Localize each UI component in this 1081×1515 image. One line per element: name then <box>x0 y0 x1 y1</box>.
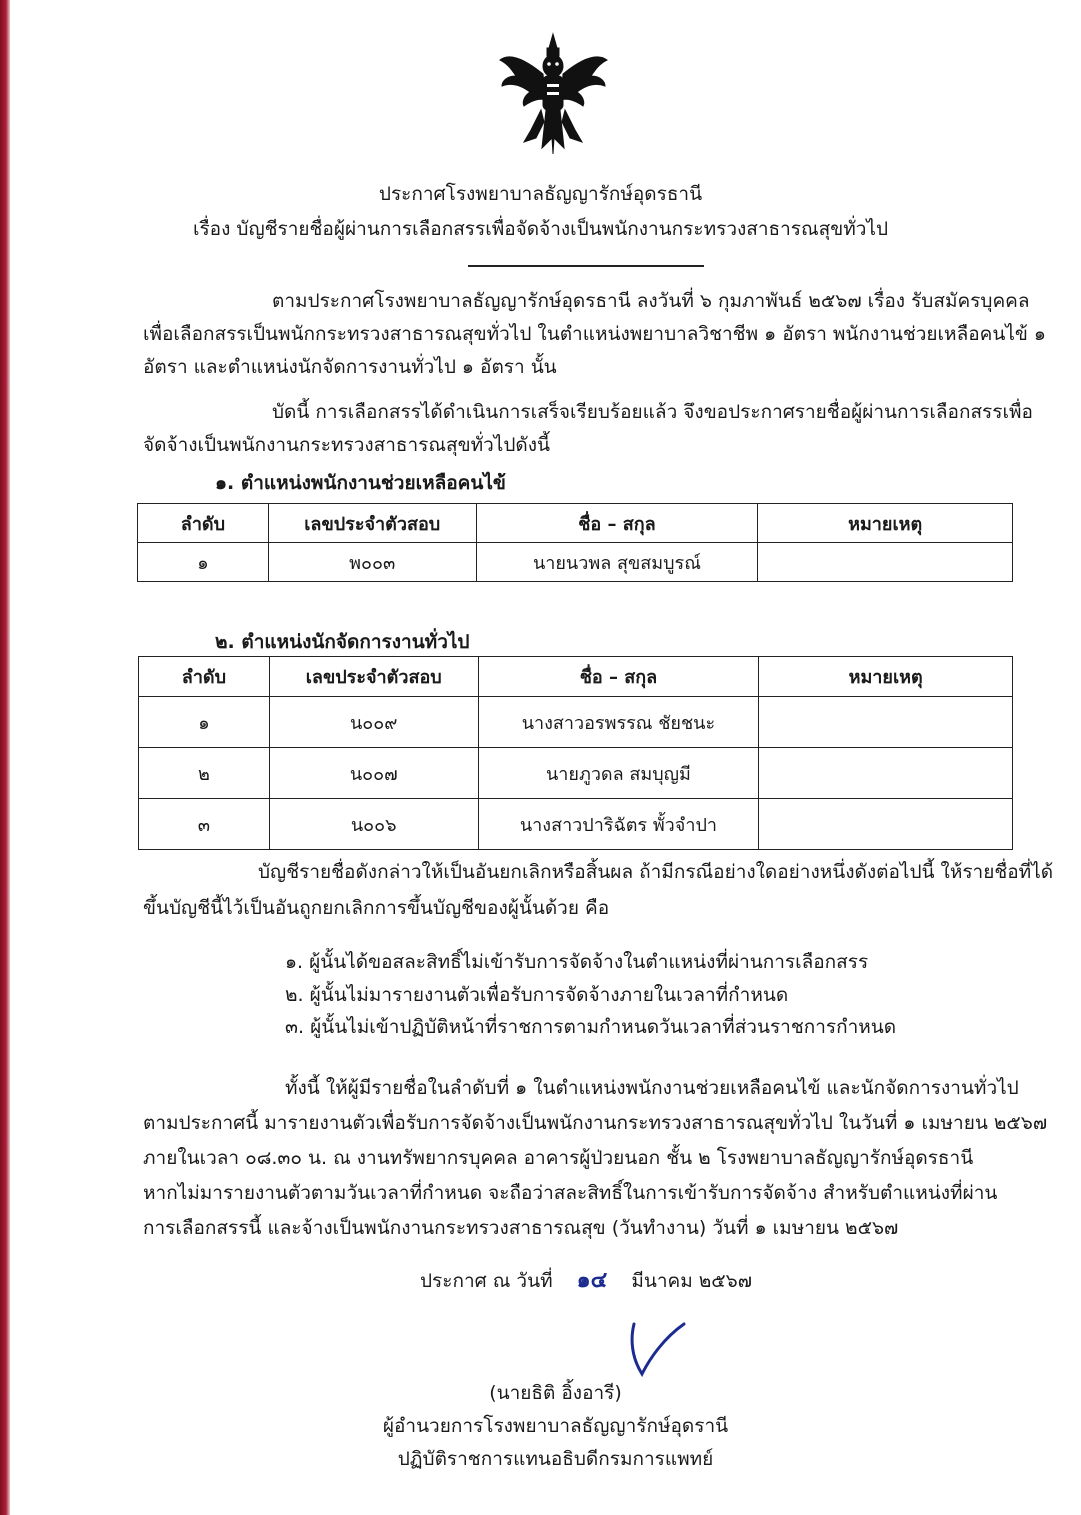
announce-line-2: จัดจ้างเป็นพนักงานกระทรวงสาธารณสุขทั่วไปดังนี้ <box>143 434 550 456</box>
remark-cell <box>759 748 1013 799</box>
report-line-5: การเลือกสรรนี้ และจ้างเป็นพนักงานกระทรวงสาธารณสุข (วันทำงาน) วันที่ ๑ เมษายน ๒๕๖๗ <box>143 1217 899 1239</box>
signer-name: (นายธิติ อิ้งอารี) <box>489 1382 622 1404</box>
signer-title: ผู้อำนวยการโรงพยาบาลธัญญารักษ์อุดรานี <box>382 1415 729 1437</box>
name-cell: นางสาวอรพรรณ ชัยชนะ <box>478 697 759 748</box>
column-header-exam-id: เลขประจำตัวสอบ <box>268 504 476 543</box>
column-header-name: ชื่อ – สกุล <box>478 657 759 697</box>
announce-line-1: บัดนี้ การเลือกสรรได้ดำเนินการเสร็จเรียบร้อยแล้ว จึงขอประกาศรายชื่อผู้ผ่านการเลือกสรรเพื่อ <box>272 401 1033 423</box>
garuda-emblem-icon <box>496 30 611 160</box>
table-row <box>139 748 1013 799</box>
order-cell: ๒ <box>139 748 270 799</box>
name-cell: นายภูวดล สมบุญมี <box>478 748 759 799</box>
order-cell: ๓ <box>139 799 270 850</box>
column-header-remark: หมายเหตุ <box>758 504 1013 543</box>
section-2-heading: ๒. ตำแหน่งนักจัดการงานทั่วไป <box>215 631 470 653</box>
signature-mark-icon <box>620 1318 690 1380</box>
report-line-3: ภายในเวลา ๐๘.๓๐ น. ณ งานทรัพยากรบุคคล อาคารผู้ป่วยนอก ชั้น ๒ โรงพยาบาลธัญญารักษ์อุดรธานี <box>143 1147 974 1169</box>
table-header-row <box>138 504 1013 543</box>
dateline-day-handwritten: ๑๔ <box>576 1268 608 1293</box>
cancel-line-2: ขึ้นบัญชีนี้ไว้เป็นอันถูกยกเลิกการขึ้นบัญชีของผู้นั้นด้วย คือ <box>143 897 610 919</box>
signer-acting: ปฏิบัติราชการแทนอธิบดีกรมการแพทย์ <box>397 1448 714 1470</box>
table-header-row <box>139 657 1013 697</box>
dateline <box>420 1269 752 1293</box>
report-line-4: หากไม่มารายงานตัวตามวันเวลาที่กำหนด จะถือว่าสละสิทธิ์ในการเข้ารับการจัดจ้าง สำหรับตำแหน่งที่ผ่าน <box>143 1182 998 1204</box>
cancel-line-1: บัญชีรายชื่อดังกล่าวให้เป็นอันยกเลิกหรือสิ้นผล ถ้ามีกรณีอย่างใดอย่างหนึ่งดังต่อไปนี้ ให้รายชื่อที่ได้ <box>258 861 1054 883</box>
exam-id-cell: น๐๐๙ <box>269 697 478 748</box>
announcement-subject: เรื่อง บัญชีรายชื่อผู้ผ่านการเลือกสรรเพื่อจัดจ้างเป็นพนักงานกระทรวงสาธารณสุขทั่วไป <box>192 218 889 240</box>
exam-id-cell: น๐๐๗ <box>269 748 478 799</box>
report-line-2: ตามประกาศนี้ มารายงานตัวเพื่อรับการจัดจ้างเป็นพนักงานกระทรวงสาธารณสุขทั่วไป ในวันที่ ๑ เมษายน ๒๕๖๗ <box>143 1112 1048 1134</box>
table-row <box>139 799 1013 850</box>
report-line-1: ทั้งนี้ ให้ผู้มีรายชื่อในลำดับที่ ๑ ในตำแหน่งพนักงานช่วยเหลือคนไข้ และนักจัดการงานทั่วไป <box>285 1077 1019 1099</box>
section-1-heading: ๑. ตำแหน่งพนักงานช่วยเหลือคนไข้ <box>215 472 506 494</box>
section-1-table <box>137 503 1013 582</box>
column-header-name: ชื่อ – สกุล <box>476 504 758 543</box>
cancel-condition-2: ๒. ผู้นั้นไม่มารายงานตัวเพื่อรับการจัดจ้างภายในเวลาที่กำหนด <box>285 984 789 1006</box>
dateline-prefix: ประกาศ ณ วันที่ <box>420 1270 553 1292</box>
order-cell: ๑ <box>138 543 269 582</box>
column-header-order: ลำดับ <box>139 657 270 697</box>
table-row <box>139 697 1013 748</box>
table-row <box>138 543 1013 582</box>
remark-cell <box>758 543 1013 582</box>
name-cell: นายนวพล สุขสมบูรณ์ <box>476 543 758 582</box>
intro-line-1: ตามประกาศโรงพยาบาลธัญญารักษ์อุดรธานี ลงวันที่ ๖ กุมภาพันธ์ ๒๕๖๗ เรื่อง รับสมัครบุคคล <box>272 290 1030 312</box>
exam-id-cell: พ๐๐๓ <box>268 543 476 582</box>
column-header-remark: หมายเหตุ <box>759 657 1013 697</box>
title-divider <box>468 265 704 267</box>
remark-cell <box>759 799 1013 850</box>
dateline-month-year: มีนาคม ๒๕๖๗ <box>631 1270 753 1292</box>
cancel-condition-3: ๓. ผู้นั้นไม่เข้าปฏิบัติหน้าที่ราชการตามกำหนดวันเวลาที่ส่วนราชการกำหนด <box>285 1016 897 1038</box>
exam-id-cell: น๐๐๖ <box>269 799 478 850</box>
section-2-table <box>138 656 1013 850</box>
intro-line-3: อัตรา และตำแหน่งนักจัดการงานทั่วไป ๑ อัตรา นั้น <box>143 356 557 378</box>
announcement-title: ประกาศโรงพยาบาลธัญญารักษ์อุดรธานี <box>378 183 703 205</box>
name-cell: นางสาวปาริฉัตร พั้วจำปา <box>478 799 759 850</box>
remark-cell <box>759 697 1013 748</box>
column-header-exam-id: เลขประจำตัวสอบ <box>269 657 478 697</box>
column-header-order: ลำดับ <box>138 504 269 543</box>
cancel-condition-1: ๑. ผู้นั้นได้ขอสละสิทธิ์ไม่เข้ารับการจัดจ้างในตำแหน่งที่ผ่านการเลือกสรร <box>285 951 869 973</box>
order-cell: ๑ <box>139 697 270 748</box>
intro-line-2: เพื่อเลือกสรรเป็นพนักกระทรวงสาธารณสุขทั่วไป ในตำแหน่งพยาบาลวิชาชีพ ๑ อัตรา พนักงานช่วยเหลือคนไข้ ๑ <box>143 323 1046 345</box>
